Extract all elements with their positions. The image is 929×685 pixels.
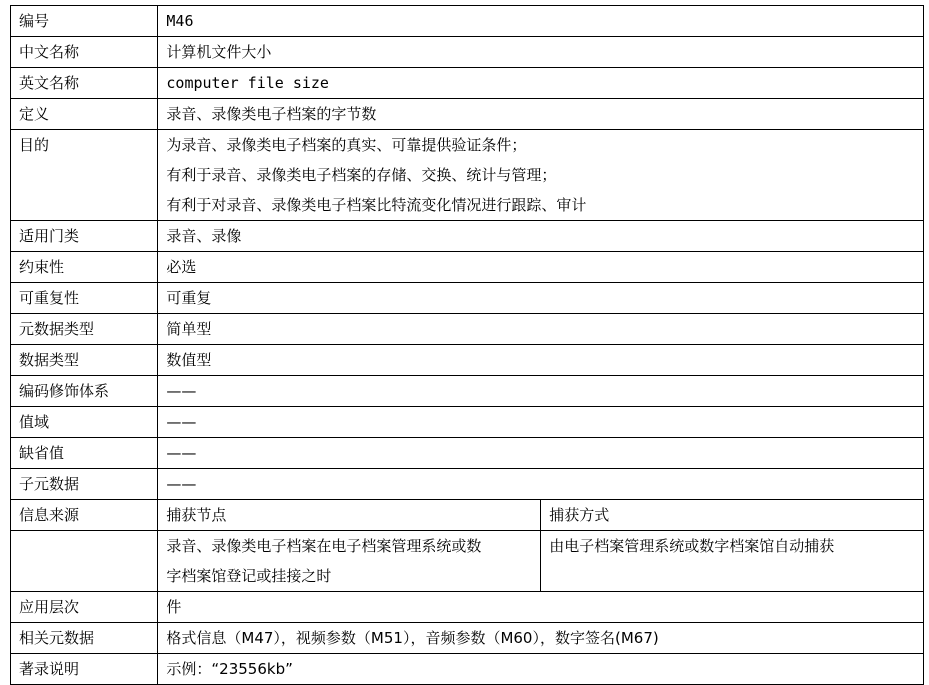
label-definition: 定义 bbox=[11, 99, 158, 130]
label-level: 应用层次 bbox=[11, 592, 158, 623]
label-repeatable: 可重复性 bbox=[11, 283, 158, 314]
row-id bbox=[11, 6, 924, 37]
label-related: 相关元数据 bbox=[11, 623, 158, 654]
purpose-line: 为录音、录像类电子档案的真实、可靠提供验证条件； bbox=[166, 136, 527, 154]
row-source-header bbox=[11, 500, 924, 531]
value-sub-elements: —— bbox=[158, 469, 924, 500]
capture-node-line: 录音、录像类电子档案在电子档案管理系统或数 bbox=[166, 537, 482, 555]
row-default bbox=[11, 438, 924, 469]
row-category bbox=[11, 221, 924, 252]
label-element-type: 元数据类型 bbox=[11, 314, 158, 345]
value-encoding: —— bbox=[158, 376, 924, 407]
row-domain bbox=[11, 407, 924, 438]
capture-node-line: 字档案馆登记或挂接之时 bbox=[166, 567, 332, 585]
row-cn-name bbox=[11, 37, 924, 68]
value-element-type: 简单型 bbox=[158, 314, 924, 345]
label-notes: 著录说明 bbox=[11, 654, 158, 685]
value-related: 格式信息（M47），视频参数（M51），音频参数（M60），数字签名(M67) bbox=[158, 623, 924, 654]
value-category: 录音、录像 bbox=[158, 221, 924, 252]
label-source: 信息来源 bbox=[11, 500, 158, 531]
label-purpose: 目的 bbox=[11, 130, 158, 221]
value-purpose bbox=[158, 130, 924, 221]
label-id: 编号 bbox=[11, 6, 158, 37]
value-level: 件 bbox=[158, 592, 924, 623]
label-category: 适用门类 bbox=[11, 221, 158, 252]
row-constraint bbox=[11, 252, 924, 283]
capture-node-header: 捕获节点 bbox=[158, 500, 541, 531]
label-data-type: 数据类型 bbox=[11, 345, 158, 376]
label-encoding: 编码修饰体系 bbox=[11, 376, 158, 407]
purpose-line: 有利于对录音、录像类电子档案比特流变化情况进行跟踪、审计 bbox=[166, 196, 587, 214]
value-default: —— bbox=[158, 438, 924, 469]
value-domain: —— bbox=[158, 407, 924, 438]
label-sub-elements: 子元数据 bbox=[11, 469, 158, 500]
purpose-line: 有利于录音、录像类电子档案的存储、交换、统计与管理； bbox=[166, 166, 557, 184]
row-element-type bbox=[11, 314, 924, 345]
capture-method-value: 由电子档案管理系统或数字档案馆自动捕获 bbox=[541, 531, 924, 592]
value-cn-name: 计算机文件大小 bbox=[158, 37, 924, 68]
row-data-type bbox=[11, 345, 924, 376]
row-source-values bbox=[11, 531, 924, 592]
label-en-name: 英文名称 bbox=[11, 68, 158, 99]
capture-node-value bbox=[158, 531, 541, 592]
value-data-type: 数值型 bbox=[158, 345, 924, 376]
value-notes: 示例：“23556kb” bbox=[158, 654, 924, 685]
value-id: M46 bbox=[158, 6, 924, 37]
label-cn-name: 中文名称 bbox=[11, 37, 158, 68]
row-repeatable bbox=[11, 283, 924, 314]
metadata-table bbox=[10, 5, 924, 685]
label-domain: 值域 bbox=[11, 407, 158, 438]
value-constraint: 必选 bbox=[158, 252, 924, 283]
value-definition: 录音、录像类电子档案的字节数 bbox=[158, 99, 924, 130]
label-source-empty bbox=[11, 531, 158, 592]
row-related bbox=[11, 623, 924, 654]
label-constraint: 约束性 bbox=[11, 252, 158, 283]
label-default: 缺省值 bbox=[11, 438, 158, 469]
row-en-name bbox=[11, 68, 924, 99]
row-encoding bbox=[11, 376, 924, 407]
capture-method-header: 捕获方式 bbox=[541, 500, 924, 531]
row-level bbox=[11, 592, 924, 623]
value-repeatable: 可重复 bbox=[158, 283, 924, 314]
row-sub-elements bbox=[11, 469, 924, 500]
value-en-name: computer file size bbox=[158, 68, 924, 99]
row-notes bbox=[11, 654, 924, 685]
row-purpose bbox=[11, 130, 924, 221]
row-definition bbox=[11, 99, 924, 130]
